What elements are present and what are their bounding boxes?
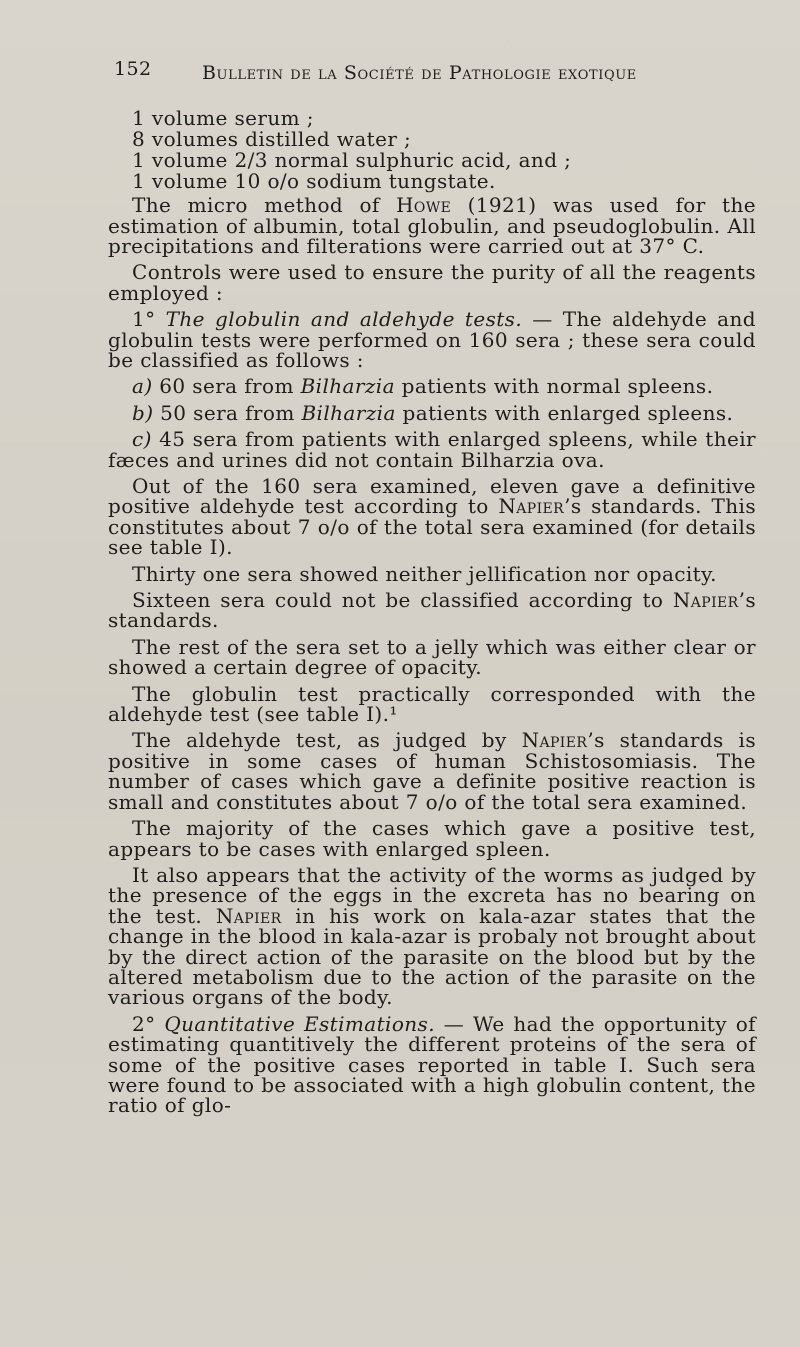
author-name: Howe <box>396 193 452 218</box>
paragraph-controls: Controls were used to ensure the purity of all the reagents employed : <box>108 260 756 305</box>
paragraph-aldehyde: The aldehyde test, as judged by Napier’s standards is positive in some cases of human Schistosomiasis. The number of cases which gave a definite positive reaction is small and constitutes about 7 o/o of the total sera examined. <box>108 728 756 814</box>
author-name: Napier <box>521 728 588 753</box>
page-number: 152 <box>114 58 152 80</box>
paragraph-micro-method: The micro method of Howe (1921) was used for the estimation of albumin, total globulin, and pseudoglobulin. All precipitations and filterations were carried out at 37° C. <box>108 193 757 258</box>
author-name: Napier <box>498 494 565 519</box>
body-text <box>108 108 756 1122</box>
author-name: Napier <box>215 903 282 928</box>
paragraph-tests: 1° The globulin and aldehyde tests. — The aldehyde and globulin tests were performed on 160 sera ; these sera could be classified as follows : <box>108 307 756 372</box>
paragraph-thirty-one: Thirty one sera showed neither jellification nor opacity. <box>132 561 717 586</box>
item-c: c) 45 sera from patients with enlarged spleens, while their fæces and urines did not contain Bilharzia ova. <box>108 427 756 472</box>
section-title: The globulin and aldehyde tests. <box>165 307 523 332</box>
paragraph-majority: The majority of the cases which gave a positive test, appears to be cases with enlarged spleen. <box>108 816 756 861</box>
author-name: Napier <box>672 588 739 613</box>
paragraph-also: It also appears that the activity of the worms as judged by the presence of the eggs in the excreta has no bearing on the test. Napier in his work on kala-azar states that the change in the blood in kala-azar is probaly not brought about by the direct action of the parasite on the blood but by the altered metabolism due to the action of the parasite on the various organs of the body. <box>108 862 756 1010</box>
reagent-line: 1 volume serum ; <box>132 106 314 130</box>
running-title: Bulletin de la Société de Pathologie exotique <box>202 62 637 84</box>
reagent-line: 8 volumes distilled water ; <box>132 126 412 151</box>
item-a: a) 60 sera from Bilharzia patients with normal spleens. <box>132 374 714 399</box>
paragraph-globulin: The globulin test practically corresponded with the aldehyde test (see table I).¹ <box>108 681 756 727</box>
section-title: Quantitative Estimations. <box>164 1011 435 1036</box>
item-b: b) 50 sera from Bilharzia patients with enlarged spleens. <box>132 400 734 425</box>
reagent-list <box>108 108 756 191</box>
paragraph-quantitative: 2° Quantitative Estimations. — We had the opportunity of estimating quantitively the different proteins of the sera of some of the positive cases reported in table I. Such sera were found to be associated with a high globulin content, the ratio of glo- <box>108 1011 756 1118</box>
paragraph-sixteen: Sixteen sera could not be classified according to Napier’s standards. <box>108 588 756 633</box>
paragraph-out-of: Out of the 160 sera examined, eleven gave a definitive positive aldehyde test according to Napier’s standards. This constitutes about 7 o/o of the total sera examined (for details see table I). <box>108 474 757 560</box>
paragraph-rest: The rest of the sera set to a jelly which was either clear or showed a certain degree of opacity. <box>108 634 756 680</box>
reagent-line: 1 volume 10 o/o sodium tungstate. <box>132 168 496 193</box>
reagent-line: 1 volume 2/3 normal sulphuric acid, and ; <box>132 147 572 172</box>
